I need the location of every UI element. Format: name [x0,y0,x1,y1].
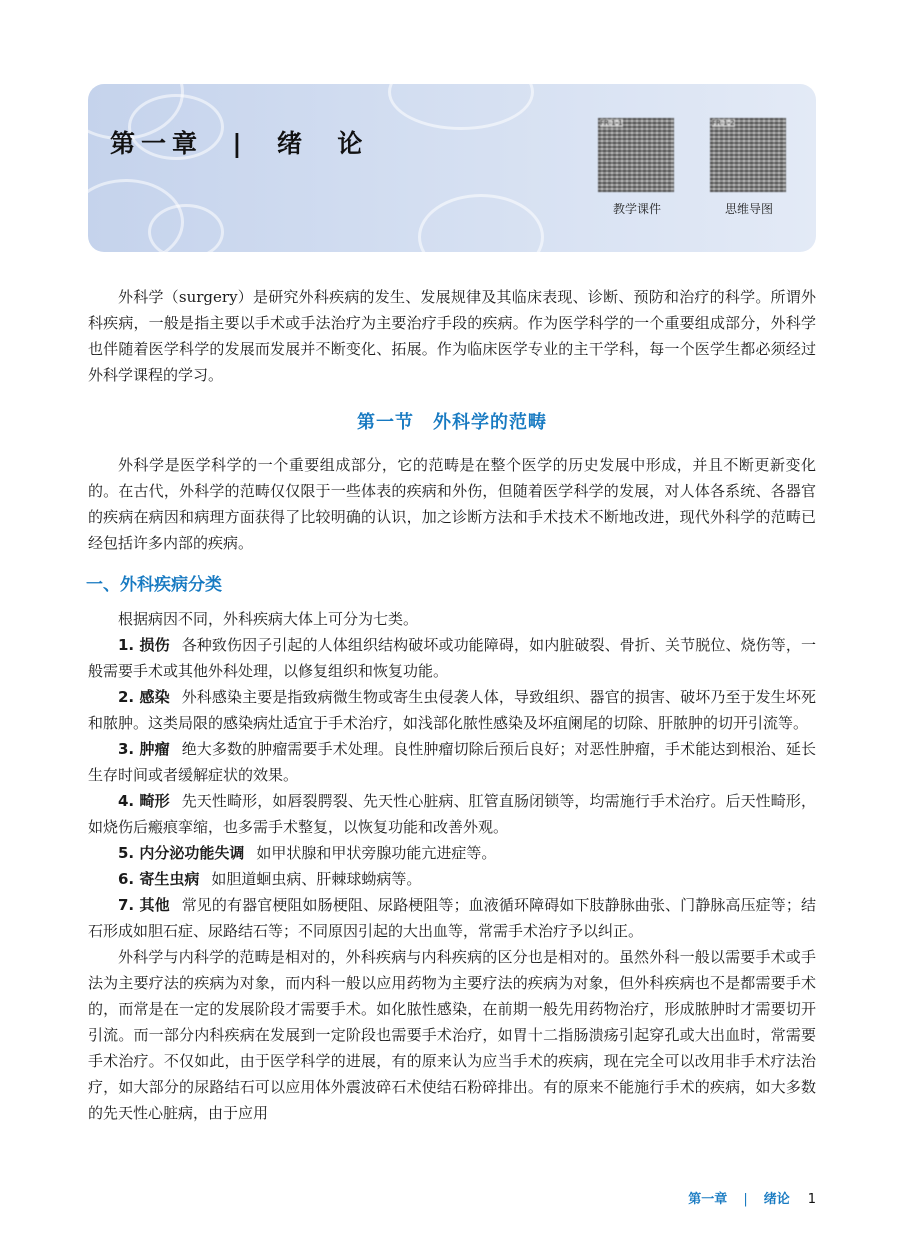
qr-label: 思维导图 [724,202,773,216]
item-heading: 1. 损伤 [118,636,170,654]
qr-label: 教学课件 [612,202,661,216]
list-item [88,788,816,840]
item-heading: 2. 感染 [118,688,170,706]
item-text: 各种致伤因子引起的人体组织结构破坏或功能障碍，如内脏破裂、骨折、关节脱位、烧伤等，一般需要手术或其他外科处理，以修复组织和恢复功能。 [88,636,817,680]
item-text: 绝大多数的肿瘤需要手术处理。良性肿瘤切除后预后良好；对恶性肿瘤，手术能达到根治、延长生存时间或者缓解症状的效果。 [88,740,817,784]
list-item [88,892,816,944]
page-footer [688,1188,816,1207]
section-title: 第一节 外科学的范畴 [357,412,547,433]
intro-paragraph: 外科学（surgery）是研究外科疾病的发生、发展规律及其临床表现、诊断、预防和治疗的科学。所谓外科疾病，一般是指主要以手术或手法治疗为主要治疗手段的疾病。作为医学科学的一个重要组成部分，外科学也伴随着医学科学的发展而发展并不断变化、拓展。作为临床医学专业的主干学科，每一个医学生都必须经过外科学课程的学习。 [88,288,816,384]
item-heading: 5. 内分泌功能失调 [118,844,245,862]
list-item [88,632,816,684]
item-text: 外科感染主要是指致病微生物或寄生虫侵袭人体，导致组织、器官的损害、破坏乃至于发生坏死和脓肿。这类局限的感染病灶适宜于手术治疗，如浅部化脓性感染及坏疽阑尾的切除、肝脓肿的切开引流等。 [88,688,817,732]
footer-title: 绪论 [763,1192,790,1207]
cloud-ornament [418,194,544,252]
item-text: 如胆道蛔虫病、肝棘球蚴病等。 [211,870,422,888]
subsection-title: 一、外科疾病分类 [86,575,222,595]
page-content [88,284,816,1126]
item-heading: 3. 肿瘤 [118,740,170,758]
qr-courseware[interactable] [598,118,676,217]
qr-mindmap[interactable] [710,118,788,217]
qr-code-icon[interactable] [598,118,674,192]
item-text: 先天性畸形，如唇裂腭裂、先天性心脏病、肛管直肠闭锁等，均需施行手术治疗。后天性畸形，如烧伤后瘢痕挛缩，也多需手术整复，以恢复功能和改善外观。 [88,792,817,836]
item-heading: 6. 寄生虫病 [118,870,200,888]
qr-code-icon[interactable] [710,118,786,192]
section-paragraph: 外科学是医学科学的一个重要组成部分，它的范畴是在整个医学的历史发展中形成，并且不断更新变化的。在古代，外科学的范畴仅仅限于一些体表的疾病和外伤，但随着医学科学的发展，对人体各系统、各器官的疾病在病因和病理方面获得了比较明确的认识，加之诊断方法和手术技术不断地改进，现代外科学的范畴已经包括许多内部的疾病。 [88,456,816,552]
chapter-banner [88,84,816,252]
footer-chapter: 第一章 [688,1192,728,1207]
page-number: 1 [807,1192,816,1207]
footer-separator: | [743,1192,748,1207]
subsection-lead: 根据病因不同，外科疾病大体上可分为七类。 [118,610,419,628]
chapter-title: 第一章 | 绪 论 [110,129,369,158]
qr-tag: FR 1-2 [712,119,735,127]
list-item [88,684,816,736]
cloud-ornament [148,204,224,252]
item-text: 如甲状腺和甲状旁腺功能亢进症等。 [256,844,497,862]
item-heading: 4. 畸形 [118,792,170,810]
item-text: 常见的有器官梗阻如肠梗阻、尿路梗阻等；血液循环障碍如下肢静脉曲张、门静脉高压症等；结石形成如胆石症、尿路结石等；不同原因引起的大出血等，常需手术治疗予以纠正。 [88,896,817,940]
qr-tag: FR 1-1 [600,119,623,127]
list-item [88,866,816,892]
cloud-ornament [388,84,534,130]
closing-paragraph: 外科学与内科学的范畴是相对的，外科疾病与内科疾病的区分也是相对的。虽然外科一般以需要手术或手法为主要疗法的疾病为对象，而内科一般以应用药物为主要疗法的疾病为对象，但外科疾病也不是都需要手术的，而常是在一定的发展阶段才需要手术。如化脓性感染，在前期一般先用药物治疗，形成脓肿时才需要切开引流。而一部分内科疾病在发展到一定阶段也需要手术治疗，如胃十二指肠溃疡引起穿孔或大出血时，常需要手术治疗。不仅如此，由于医学科学的进展，有的原来认为应当手术的疾病，现在完全可以改用非手术疗法治疗，如大部分的尿路结石可以应用体外震波碎石术使结石粉碎排出。有的原来不能施行手术的疾病，如大多数的先天性心脏病，由于应用 [88,948,816,1122]
list-item [88,736,816,788]
list-item [88,840,816,866]
item-heading: 7. 其他 [118,896,170,914]
